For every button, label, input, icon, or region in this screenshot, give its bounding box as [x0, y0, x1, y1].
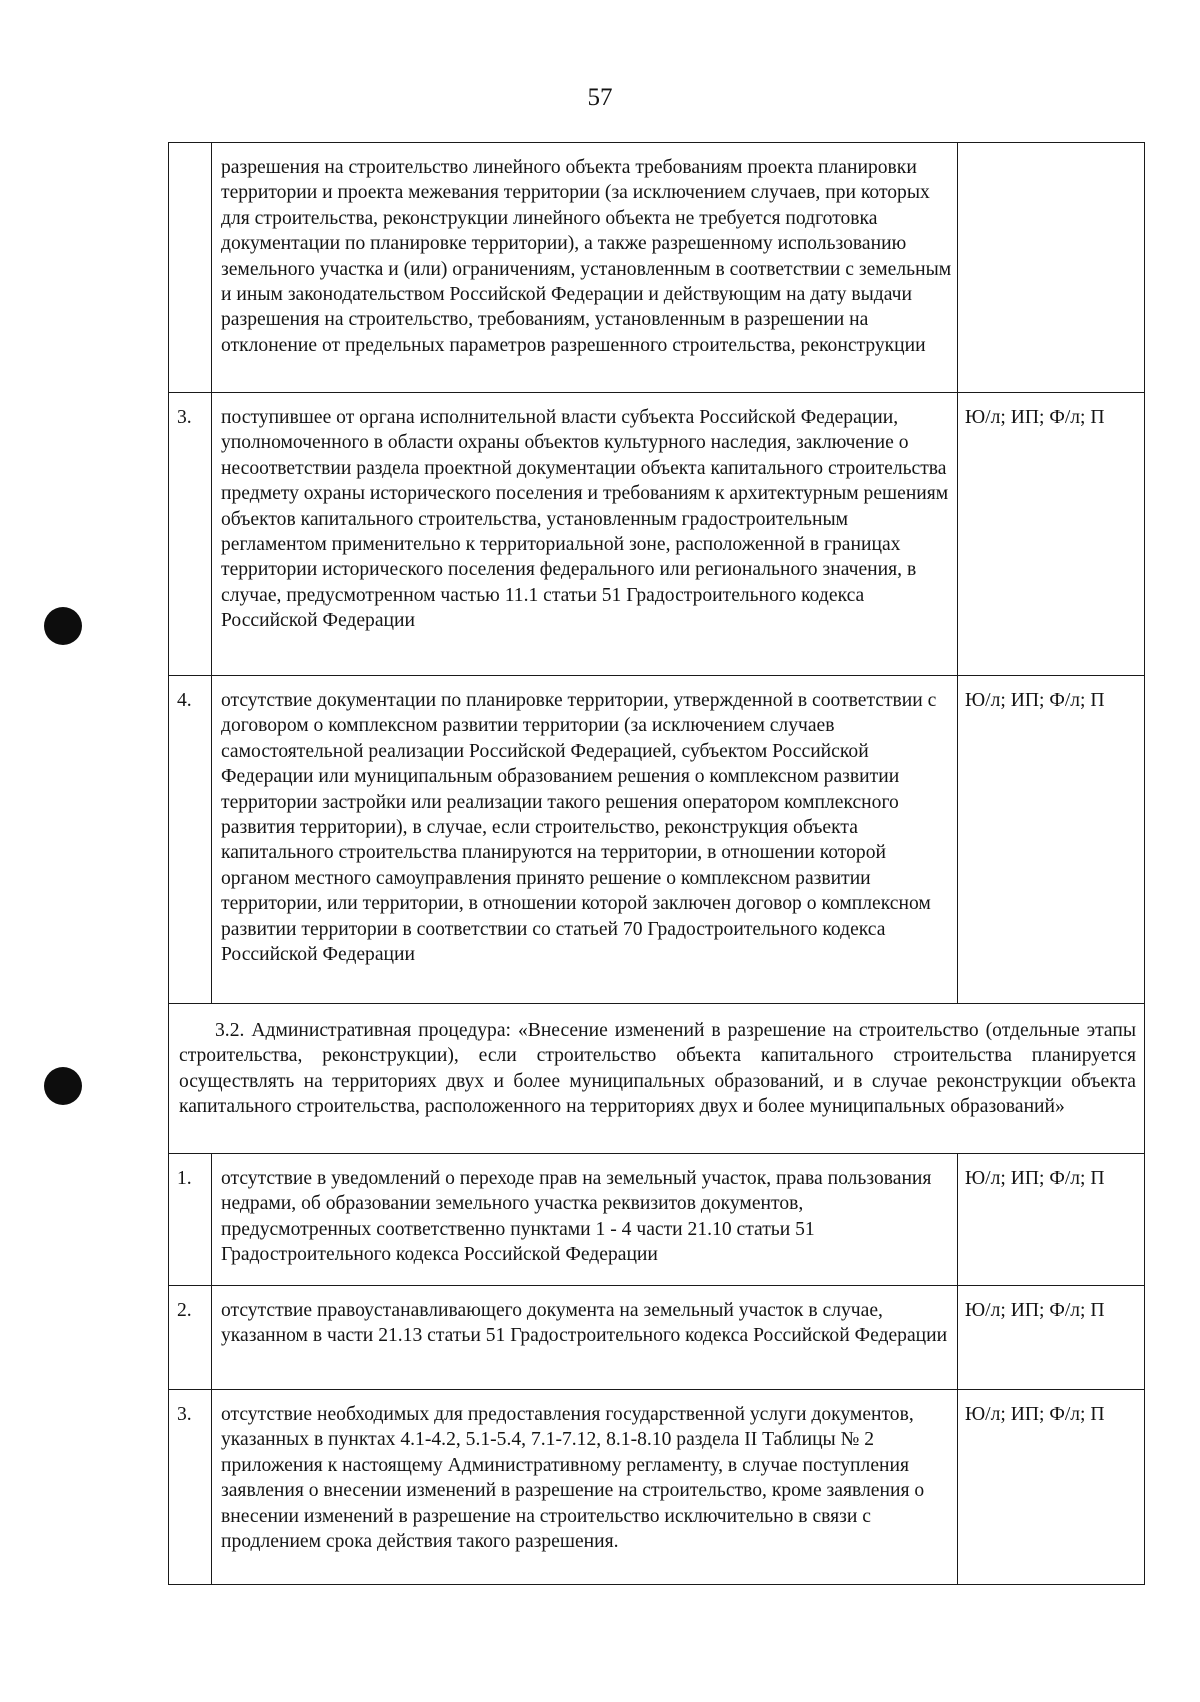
applicant-types: Ю/л; ИП; Ф/л; П — [958, 676, 1145, 1004]
refusal-grounds-table — [168, 142, 1145, 1585]
table-row — [169, 143, 1145, 393]
section-heading-row — [169, 1004, 1145, 1154]
punch-hole — [44, 1067, 82, 1105]
ground-text: отсутствие в уведомлений о переходе прав на земельный участок, права пользования недрами, об образовании земельного участка реквизитов документов, предусмотренных соответственно пунктами 1 - 4 части 21.10 статьи 51 Градостроительного кодекса Российской Федерации — [212, 1154, 958, 1286]
applicants-cell — [958, 143, 1145, 393]
ground-text: отсутствие правоустанавливающего документа на земельный участок в случае, указанном в части 21.13 статьи 51 Градостроительного кодекса Российской Федерации — [212, 1286, 958, 1390]
table-row — [169, 1390, 1145, 1585]
punch-hole — [44, 607, 82, 645]
ground-text: отсутствие документации по планировке территории, утвержденной в соответствии с договором о комплексном развитии территории (за исключением случаев самостоятельной реализации Российской Федерацией, субъектом Российской Федерации или муниципальным образованием решения о комплексном развитии территории застройки или реализации такого решения оператором комплексного развития территории), в случае, если строительство, реконструкция объекта капитального строительства планируются на территории, в отношении которой органом местного самоуправления принято решение о комплексном развитии территории, или территории, в отношении которой заключен договор о комплексном развитии территории в соответствии со статьей 70 Градостроительного кодекса Российской Федерации — [212, 676, 958, 1004]
row-number: 2. — [169, 1286, 212, 1390]
section-heading — [169, 1004, 1145, 1154]
table-row — [169, 1154, 1145, 1286]
ground-text: отсутствие необходимых для предоставления государственной услуги документов, указанных в пунктах 4.1-4.2, 5.1-5.4, 7.1-7.12, 8.1-8.10 раздела II Таблицы № 2 приложения к настоящему Административному регламенту, в случае поступления заявления о внесении изменений в разрешение на строительство, кроме заявления о внесении изменений в разрешение на строительство исключительно в связи с продлением срока действия такого разрешения. — [212, 1390, 958, 1585]
section-heading-text: 3.2. Административная процедура: «Внесение изменений в разрешение на строительство (отдельные этапы строительства, реконструкции), если строительство объекта капитального строительства планируется осуществлять на территориях двух и более муниципальных образований, и в случае реконструкции объекта капитального строительства, расположенного на территориях двух и более муниципальных образований» — [179, 1020, 1136, 1118]
table-row — [169, 676, 1145, 1004]
row-number: 3. — [169, 393, 212, 676]
applicant-types: Ю/л; ИП; Ф/л; П — [958, 393, 1145, 676]
applicant-types: Ю/л; ИП; Ф/л; П — [958, 1286, 1145, 1390]
ground-text: поступившее от органа исполнительной власти субъекта Российской Федерации, уполномоченного в области охраны объектов культурного наследия, заключение о несоответствии раздела проектной документации объекта капитального строительства предмету охраны исторического поселения и требованиям к архитектурным решениям объектов капитального строительства, установленным градостроительным регламентом применительно к территориальной зоне, расположенной в границах территории исторического поселения федерального или регионального значения, в случае, предусмотренном частью 11.1 статьи 51 Градостроительного кодекса Российской Федерации — [212, 393, 958, 676]
row-number: 1. — [169, 1154, 212, 1286]
ground-text-cell: разрешения на строительство линейного объекта требованиям проекта планировки территории и проекта межевания территории (за исключением случаев, при которых для строительства, реконструкции линейного объекта не требуется подготовка документации по планировке территории), а также разрешенному использованию земельного участка и (или) ограничениям, установленным в соответствии с земельным и иным законодательством Российской Федерации и действующим на дату выдачи разрешения на строительство, требованиям, установленным в разрешении на отклонение от предельных параметров разрешенного строительства, реконструкции — [212, 143, 958, 393]
row-number: 3. — [169, 1390, 212, 1585]
page-number: 57 — [587, 84, 613, 111]
row-number-cell — [169, 143, 212, 393]
table-row — [169, 393, 1145, 676]
row-number: 4. — [169, 676, 212, 1004]
applicant-types: Ю/л; ИП; Ф/л; П — [958, 1390, 1145, 1585]
applicant-types: Ю/л; ИП; Ф/л; П — [958, 1154, 1145, 1286]
table-row — [169, 1286, 1145, 1390]
